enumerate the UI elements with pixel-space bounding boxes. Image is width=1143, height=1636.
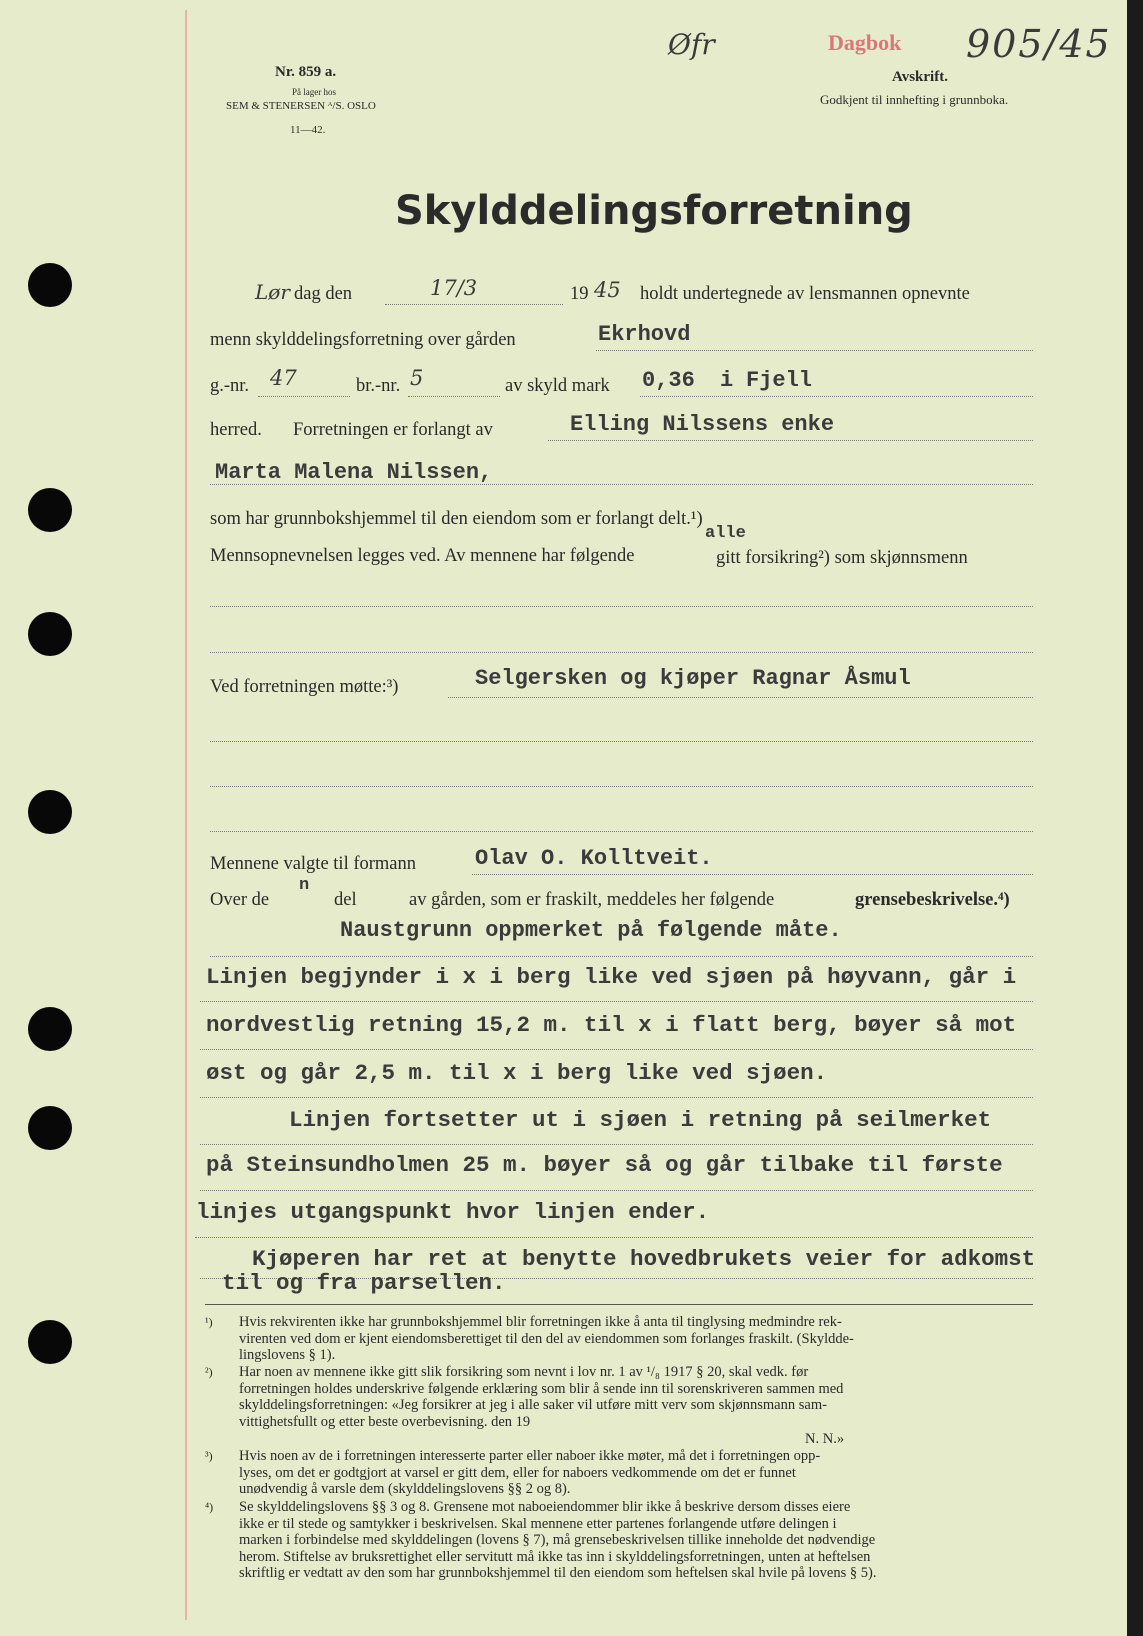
publisher-name: SEM & STENERSEN ᴬ/S. OSLO	[226, 100, 376, 112]
chair-value: Olav O. Kolltveit.	[475, 846, 713, 871]
skyld-value: 0,36	[642, 368, 695, 393]
red-margin-line	[185, 10, 187, 1620]
year-prefix: 19	[570, 284, 589, 304]
intro-text: holdt undertegnede av lensmannen opnevnte	[640, 284, 970, 304]
description-rule	[200, 1049, 1033, 1050]
bnr-field	[408, 396, 500, 397]
description-line: Kjøperen har ret at benytte hovedbrukets veier for adkomst	[252, 1246, 1036, 1272]
chair-label: Mennene valgte til formann	[210, 854, 417, 874]
skyld-label: av skyld mark	[505, 376, 610, 396]
description-line: Linjen begjynder i x i berg like ved sjøen på høyvann, går i	[206, 964, 1017, 990]
boundary-keyword: grensebeskrivelse.⁴)	[855, 890, 1010, 910]
punch-hole	[28, 612, 72, 656]
over-de-value: n	[299, 876, 310, 895]
blank-line	[210, 606, 1033, 607]
footnote-text: Se skylddelingslovens §§ 3 og 8. Grensene mot naboeiendommer blir ikke å beskrive dersom disses eiere ikke er til stede og samtykker i beskrivelsen. Skal mennene etter partenes forlangende utføre delingen i marken i forbindelse med skylddelingen (lovens § 7), må grensebeskrivelsen tillike inneholde det nødvendige herom. Stiftelse av bruksrettighet eller servitutt må ikke tas inn i skylddelingsforretningen, unten at heftelsen skriftlig er vedtatt av den som har grunnbokshjemmel til den eiendom som heftelsen skal hvile på lovens § 5).	[239, 1499, 877, 1581]
punch-hole	[28, 1007, 72, 1051]
handwritten-initials: Øfr	[668, 28, 715, 61]
punch-hole	[28, 1320, 72, 1364]
punch-hole	[28, 263, 72, 307]
description-rule	[210, 956, 1033, 957]
requested-by-1: Elling Nilssens enke	[570, 412, 835, 437]
footnote-number: ⁴)	[205, 1500, 214, 1514]
in-label: i	[720, 368, 734, 393]
dagbok-stamp: Dagbok	[828, 30, 902, 55]
journal-number: 905/45	[966, 22, 1112, 66]
punch-hole	[28, 790, 72, 834]
footnote-number: ³)	[205, 1449, 213, 1463]
bnr-label: br.-nr.	[356, 376, 401, 396]
insurance-insert: alle	[705, 524, 746, 543]
gnr-value: 47	[270, 366, 297, 390]
skyld-field	[640, 396, 1033, 397]
present-value: Selgersken og kjøper Ragnar Åsmul	[475, 666, 911, 691]
footnote-number: ¹)	[205, 1315, 213, 1329]
description-rule	[200, 1144, 1033, 1145]
punch-hole	[28, 488, 72, 532]
ownership-text: som har grunnbokshjemmel til den eiendom som er forlangt delt.¹)	[210, 509, 703, 529]
description-line: Naustgrunn oppmerket på følgende måte.	[340, 918, 842, 943]
present-label: Ved forretningen møtte:³)	[210, 677, 399, 697]
description-line: øst og går 2,5 m. til x i berg like ved sjøen.	[206, 1060, 828, 1086]
footnote-number: ²)	[205, 1365, 213, 1379]
requested-label: Forretningen er forlangt av	[293, 420, 493, 440]
blank-line	[210, 786, 1033, 787]
description-rule	[200, 1001, 1033, 1002]
footnote-text: Har noen av mennene ikke gitt slik forsikring som nevnt i lov nr. 1 av ¹/₈ 1917 § 20, skal vedk. før forretningen holdes underskrive følgende erklæring som blir å sende inn til sorenskriveren sammen med skylddelingsforretningen: «Jeg forsikrer at jeg i alle saker vil utføre mitt verv som skjønnsmann sam- vittighetsfullt og etter beste overbevisning. den 19	[239, 1364, 844, 1430]
description-rule	[200, 1097, 1033, 1098]
footnote-text: Hvis rekvirenten ikke har grunnbokshjemmel blir forretningen ikke å anta til tinglysing medmindre rek- virenten ved dom er kjent eiendomsberettiget til den del av eiendommen som forlanges fraskilt. (Skyldde- lingslovens § 1).	[239, 1314, 854, 1363]
present-field	[448, 697, 1033, 698]
publisher-line: På lager hos	[292, 87, 336, 97]
farm-field	[596, 350, 1033, 351]
document-title: Skylddelingsforretning	[395, 188, 913, 234]
description-line: nordvestlig retning 15,2 m. til x i flatt berg, bøyer så mot	[206, 1012, 1017, 1038]
date-value: 17/3	[430, 276, 478, 300]
municipality-value: Fjell	[746, 368, 813, 393]
requested-field	[548, 440, 1033, 441]
bnr-value: 5	[410, 366, 424, 390]
year-value: 45	[594, 278, 621, 302]
blank-line	[210, 741, 1033, 742]
footnote-text: Hvis noen av de i forretningen interesserte parter eller naboer ikke møter, må det i forretningen opp- lyses, om det er godtgjort at varsel er gitt dem, eller for naboers vedkommende om det er funnet unødvendig å varsle dem (skylddelingslovens §§ 2 og 8).	[239, 1448, 821, 1497]
copy-label: Avskrift.	[892, 69, 948, 85]
chair-field	[472, 874, 1033, 875]
del-label: del	[334, 890, 357, 910]
description-rule	[200, 1190, 1033, 1191]
description-line: på Steinsundholmen 25 m. bøyer så og går tilbake til første	[206, 1152, 1003, 1178]
footnote-divider	[205, 1304, 1033, 1305]
description-line: til og fra parsellen.	[222, 1270, 506, 1296]
description-line: Linjen fortsetter ut i sjøen i retning på seilmerket	[289, 1107, 992, 1133]
boundary-intro: av gården, som er fraskilt, meddeles her følgende	[409, 890, 775, 910]
blank-line	[210, 652, 1033, 653]
description-line: linjes utgangspunkt hvor linjen ender.	[196, 1199, 710, 1225]
day-label: dag den	[294, 284, 353, 304]
punch-hole	[28, 1106, 72, 1150]
insurance-text-b: gitt forsikring²) som skjønnsmenn	[716, 548, 968, 568]
farm-name: Ekrhovd	[598, 322, 691, 347]
gnr-field	[258, 396, 350, 397]
gnr-label: g.-nr.	[210, 376, 250, 396]
farm-label: menn skylddelingsforretning over gården	[210, 330, 516, 350]
insurance-text-a: Mennsopnevnelsen legges ved. Av mennene har følgende	[210, 546, 635, 566]
description-rule	[195, 1237, 1033, 1238]
blank-line	[210, 831, 1033, 832]
herred-label: herred.	[210, 420, 262, 440]
approval-note: Godkjent til innhefting i grunnboka.	[820, 92, 1009, 107]
date-field	[385, 304, 563, 305]
requested-by-2: Marta Malena Nilssen,	[215, 460, 493, 485]
print-date: 11—42.	[290, 124, 326, 136]
weekday-value: Lør	[255, 280, 290, 304]
over-de-label: Over de	[210, 890, 270, 910]
footnote-text: N. N.»	[805, 1431, 845, 1447]
form-number: Nr. 859 a.	[275, 64, 337, 80]
